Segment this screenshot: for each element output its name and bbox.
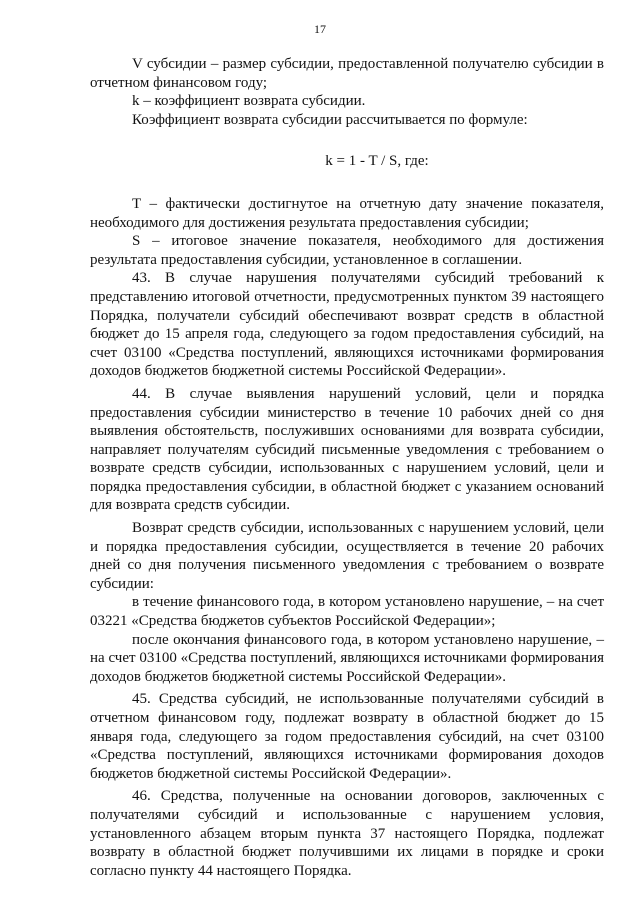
paragraph-s-definition: S – итоговое значение показателя, необходимого для достижения результата предоставления субсидии, установленное в соглашении. (90, 233, 604, 268)
page-number: 17 (314, 22, 326, 36)
paragraph-45: 45. Средства субсидий, не использованные получателями субсидий в отчетном финансовом году, подлежат возврату в областной бюджет до 15 января года, следующего за годом предоставления субсидий, на счет 03100 «Средства поступлений, являющихся источниками формирования доходов бюджетов бюджетной системы Российской Федерации». (90, 691, 604, 782)
formula: k = 1 - T / S, где: (325, 153, 429, 170)
paragraph-46: 46. Средства, полученные на основании договоров, заключенных с получателями субсидий и использованные с нарушением условия, установленного абзацем вторым пункта 37 настоящего Порядка, подлежат возврату в областной бюджет получившими их лицами в порядке и сроки согласно пункту 44 настоящего Порядка. (90, 788, 604, 879)
paragraph-v-definition: V субсидии – размер субсидии, предоставленной получателю субсидии в отчетном финансовом году; (90, 56, 604, 91)
paragraph-44-current-year: в течение финансового года, в котором установлено нарушение, – на счет 03221 «Средства бюджетов субъектов Российской Федерации»; (90, 594, 604, 630)
document-body (90, 55, 604, 880)
paragraph-k-definition: k – коэффициент возврата субсидии. (132, 93, 366, 110)
paragraph-44-after-year: после окончания финансового года, в котором установлено нарушение, – на счет 03100 «Средства поступлений, являющихся источниками формирования доходов бюджетов бюджетной системы Российской Федерации». (90, 631, 604, 685)
paragraph-43: 43. В случае нарушения получателями субсидий требований к представлению итоговой отчетности, предусмотренных пунктом 39 настоящего Порядка, получатели субсидий обеспечивают возврат средств в областной бюджет до 15 апреля года, следующего за годом предоставления субсидий, на счет 03100 «Средства поступлений, являющихся источниками формирования доходов бюджетов бюджетной системы Российской Федерации». (90, 270, 604, 380)
paragraph-44-return: Возврат средств субсидии, использованных с нарушением условий, цели и порядка предоставления субсидии, осуществляется в течение 20 рабочих дней со дня получения письменного уведомления с требованием о возврате субсидии: (90, 520, 604, 592)
paragraph-t-definition: T – фактически достигнутое на отчетную дату значение показателя, необходимого для достижения результата предоставления субсидии; (90, 195, 604, 231)
paragraph-44: 44. В случае выявления нарушений условий, цели и порядка предоставления субсидии министерство в течение 10 рабочих дней со дня выявления обстоятельств, послуживших основаниями для возврата субсидии, направляет получателям субсидий письменные уведомления с требованием о возврате средств субсидии, использованных с нарушением условий, цели и порядка предоставления субсидии, в областной бюджет с указанием оснований для возврата средств субсидии. (90, 385, 604, 514)
paragraph-formula-intro: Коэффициент возврата субсидии рассчитывается по формуле: (132, 111, 528, 128)
